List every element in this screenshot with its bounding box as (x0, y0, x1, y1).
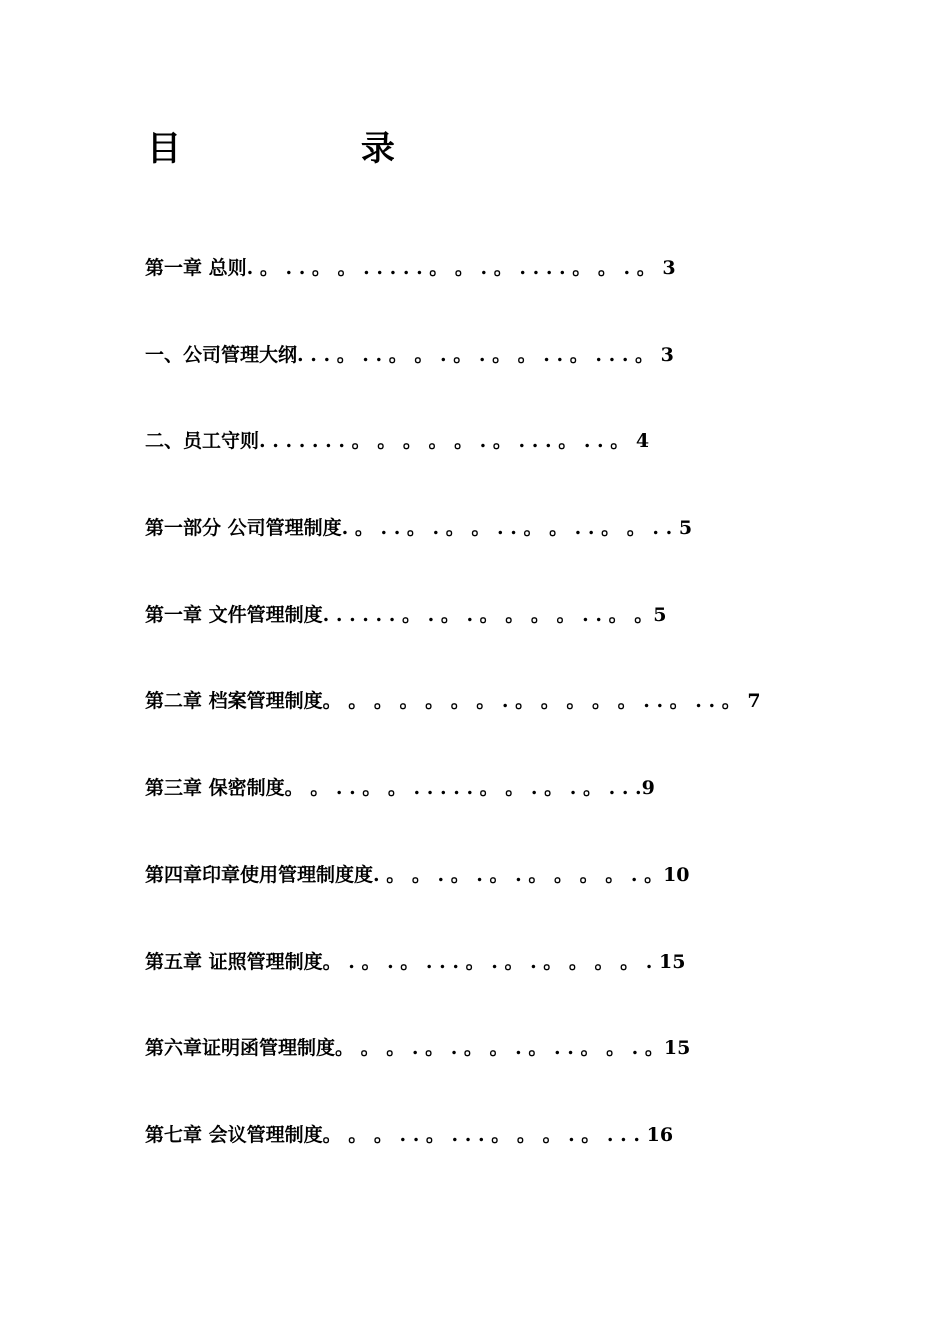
toc-title: 目 录 (147, 129, 479, 169)
toc-entry-chapter7-meeting-management[interactable]: 第七章 会议管理制度。 。 。 . . 。 . . . 。 。 。 . 。 . . . 16 (145, 1123, 674, 1146)
toc-entry-management-outline[interactable]: 一、公司管理大纲. . . 。 . . 。 。 . 。 . 。 。 . . 。 . . . 。 3 (145, 343, 674, 366)
toc-entry-chapter1-document-management[interactable]: 第一章 文件管理制度. . . . . . 。 . 。 . 。 。 。 。 . . 。 。5 (145, 603, 667, 626)
toc-entry-part1-management-system[interactable]: 第一部分 公司管理制度. 。 . . 。 . 。 。 . . 。 。 . . 。 。 . . 5 (145, 517, 693, 540)
toc-entry-chapter4-seal-usage[interactable]: 第四章印章使用管理制度度. 。 。 . 。 . 。 . 。 。 。 。 . 。10 (145, 863, 690, 886)
toc-entry-chapter6-certificate-letter[interactable]: 第六章证明函管理制度。 。 。 . 。 . 。 。 . 。 . . 。 。 . 。15 (145, 1037, 691, 1060)
toc-list (145, 252, 761, 1206)
toc-entry-employee-rules[interactable]: 二、员工守则. . . . . . . 。 。 。 。 。 . 。 . . . 。 . . 。 4 (145, 430, 650, 453)
toc-entry-chapter5-license-management[interactable]: 第五章 证照管理制度。 . 。 . 。 . . . 。 . 。 . 。 。 。 。 . 15 (145, 950, 686, 973)
toc-entry-chapter3-confidentiality[interactable]: 第三章 保密制度。 。 . . 。 。 . . . . . 。 。 . 。 . 。 . . .9 (145, 777, 655, 800)
toc-entry-chapter1-general[interactable]: 第一章 总则. 。 . . 。 。 . . . . . 。 。 . 。 . . . . 。 。 . 。 3 (145, 257, 676, 279)
toc-entry-chapter2-archive-management[interactable]: 第二章 档案管理制度。 。 。 。 。 。 。 . 。 。 。 。 。 . . 。 . . 。 7 (145, 690, 761, 713)
